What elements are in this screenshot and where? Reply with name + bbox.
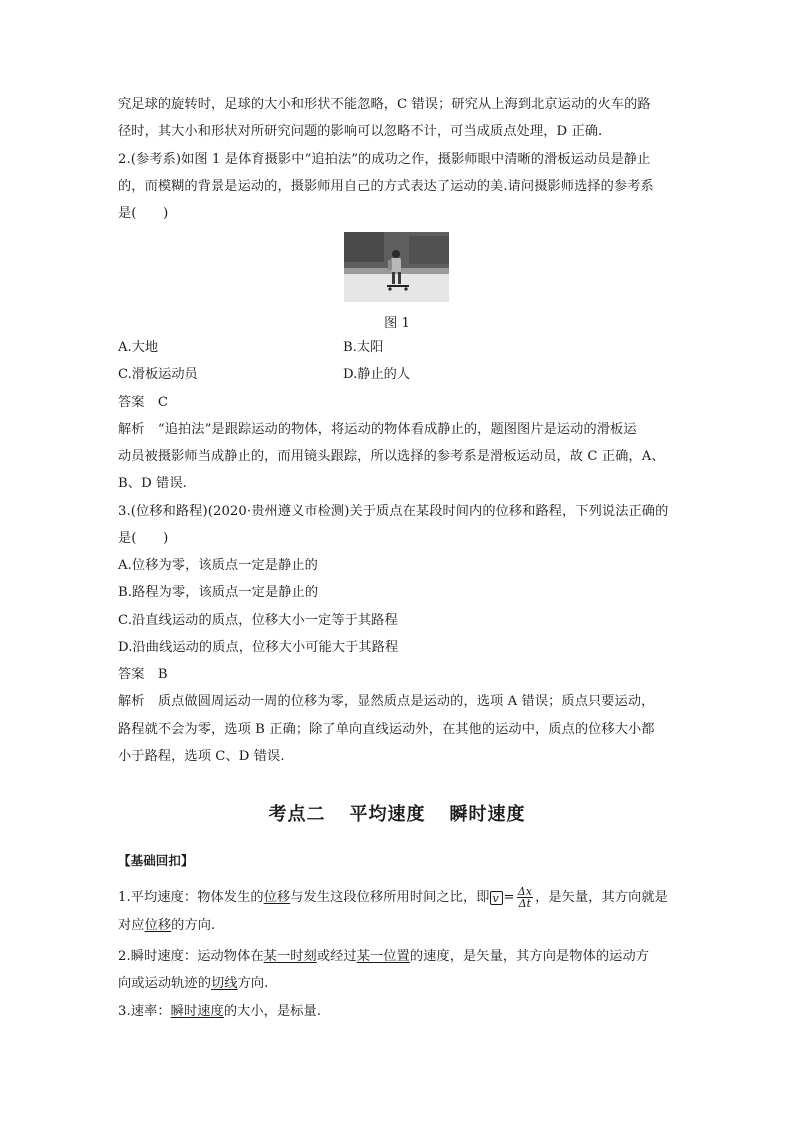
basics-item1-text: 1.平均速度：物体发生的: [118, 890, 264, 905]
q2-answer: 答案 C: [118, 395, 169, 410]
basics-item3-pre: 3.速率：: [118, 1004, 171, 1019]
basics-item3-underline-instant-speed: 瞬时速度: [170, 1004, 224, 1019]
q2-explanation-line1: 解析 “追拍法”是跟踪运动的物体，将运动的物体看成静止的，题图图片是运动的滑板运: [118, 422, 637, 437]
basics-label: 【基础回扣】: [118, 853, 194, 868]
basics-item2-line1: [118, 948, 678, 966]
q3-option-b: B.路程为零，该质点一定是静止的: [118, 585, 319, 600]
q3-line1: 3.(位移和路程)(2020·贵州遵义市检测)关于质点在某段时间内的位移和路程，下列说法正确的: [118, 504, 669, 519]
fraction-denominator: Δt: [518, 897, 532, 910]
equals-sign: =: [503, 890, 515, 905]
q3-option-d: D.沿曲线运动的质点，位移大小可能大于其路程: [118, 640, 399, 655]
basics-item2-mid: 或经过: [316, 949, 357, 964]
q2-line1: 2.(参考系)如图 1 是体育摄影中“追拍法”的成功之作，摄影师眼中清晰的滑板运动员是静止: [118, 152, 651, 167]
section-title-average-velocity: 平均速度: [349, 804, 426, 825]
basics-item1-line1: [118, 886, 678, 909]
q2-explanation-line2: 动员被摄影师当成静止的，而用镜头跟踪，所以选择的参考系是滑板运动员，故 C 正确，A、: [118, 449, 665, 464]
basics-item2-underline-moment: 某一时刻: [263, 949, 317, 964]
basics-item1-underline-displacement: 位移: [263, 890, 291, 905]
para1-line1: 究足球的旋转时，足球的大小和形状不能忽略，C 错误；研究从上海到北京运动的火车的路: [118, 97, 651, 112]
q3-explanation-line1: 解析 质点做圆周运动一周的位移为零，显然质点是运动的，选项 A 错误；质点只要运动，: [118, 694, 655, 709]
basics-item2-underline-tangent: 切线: [211, 976, 238, 991]
q3-option-c: C.沿直线运动的质点，位移大小一定等于其路程: [118, 613, 398, 628]
q2-option-a: A.大地: [118, 340, 159, 355]
q3-line2: 是( ): [118, 531, 169, 546]
basics-item2-line2-post: 方向.: [237, 976, 269, 991]
skateboarder-illustration: [344, 232, 449, 302]
basics-item2-pre: 2.瞬时速度：运动物体在: [118, 949, 264, 964]
delta-fraction: [517, 886, 533, 909]
section-title-instantaneous-velocity: 瞬时速度: [449, 804, 526, 825]
basics-item1-text-post: ，是矢量，其方向就是: [535, 890, 668, 905]
q2-option-c: C.滑板运动员: [118, 367, 198, 382]
basics-item2-line2: [118, 975, 678, 993]
skateboarder-photo: [344, 232, 449, 302]
q3-explanation-line2: 路程就不会为零，选项 B 正确；除了单向直线运动外，在其他的运动中，质点的位移大小都: [118, 722, 655, 737]
q2-option-b: B.太阳: [343, 340, 384, 355]
basics-item1-line2-pre: 对应: [118, 918, 145, 933]
basics-item2-line2-pre: 向或运动轨迹的: [118, 976, 212, 991]
v-bar-symbol: [490, 891, 503, 905]
basics-item1-line2: [118, 917, 678, 935]
fraction-numerator: Δx: [517, 885, 533, 898]
section-heading: [0, 800, 794, 826]
basics-item1-text-mid: 与发生这段位移所用时间之比，即: [290, 890, 490, 905]
basics-item1-line2-post: 的方向.: [171, 918, 216, 933]
q2-explanation-line3: B、D 错误.: [118, 476, 187, 491]
basics-item2-post: 的速度，是矢量，其方向是物体的运动方: [409, 949, 650, 964]
para1-line2: 径时，其大小和形状对所研究问题的影响可以忽略不计，可当成质点处理，D 正确.: [118, 124, 603, 139]
q2-line3: 是( ): [118, 206, 169, 221]
q2-option-d: D.静止的人: [343, 367, 411, 382]
q3-explanation-line3: 小于路程，选项 C、D 错误.: [118, 749, 285, 764]
basics-item2-underline-position: 某一位置: [356, 949, 410, 964]
q3-answer: 答案 B: [118, 667, 168, 682]
q3-option-a: A.位移为零，该质点一定是静止的: [118, 558, 318, 573]
basics-item1-underline-displacement-2: 位移: [144, 918, 172, 933]
basics-item3-line1: [118, 1003, 678, 1021]
basics-item3-post: 的大小，是标量.: [223, 1004, 322, 1019]
figure-caption: 图 1: [384, 316, 410, 331]
section-number: 考点二: [268, 804, 326, 825]
q2-line2: 的，而模糊的背景是运动的，摄影师用自己的方式表达了运动的美.请问摄影师选择的参考系: [118, 179, 654, 194]
